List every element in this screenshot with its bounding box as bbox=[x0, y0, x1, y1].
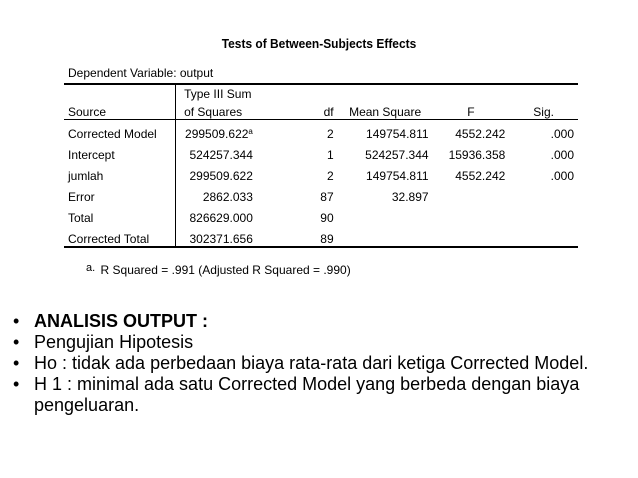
row-ms: 149754.811 bbox=[366, 169, 429, 183]
header-f: F bbox=[433, 101, 510, 120]
row-f: 15936.358 bbox=[448, 148, 506, 162]
header-source-blank bbox=[64, 84, 176, 101]
bullet-marker: • bbox=[13, 353, 20, 373]
header-df-blank bbox=[259, 84, 338, 101]
row-ss: 299509.622 bbox=[189, 169, 253, 183]
row-df: 90 bbox=[320, 211, 334, 225]
bullet-item bbox=[12, 353, 612, 374]
row-ms bbox=[338, 225, 433, 247]
row-sig bbox=[509, 204, 578, 225]
row-ss: 302371.656 bbox=[189, 232, 253, 246]
bullet-text: Ho : tidak ada perbedaan biaya rata-rata dari ketiga Corrected Model. bbox=[34, 353, 589, 373]
row-ss: 2862.033 bbox=[202, 190, 253, 204]
row-source: Corrected Model bbox=[64, 120, 176, 142]
header-ms: Mean Square bbox=[338, 101, 433, 120]
header-ms-blank bbox=[338, 84, 433, 101]
bullet-text: ANALISIS OUTPUT : bbox=[34, 311, 208, 331]
table-header-row-2 bbox=[64, 101, 578, 120]
bullet-list bbox=[12, 311, 612, 416]
bullet-text: Pengujian Hipotesis bbox=[34, 332, 194, 352]
row-ss: 524257.344 bbox=[189, 148, 253, 162]
row-df: 2 bbox=[326, 169, 334, 183]
table-row bbox=[64, 162, 578, 183]
table-row bbox=[64, 204, 578, 225]
row-sig: .000 bbox=[550, 127, 574, 141]
table-row bbox=[64, 120, 578, 142]
bullet-item bbox=[12, 311, 612, 332]
header-f-blank bbox=[433, 84, 510, 101]
bullet-marker: • bbox=[13, 374, 20, 394]
row-sig: .000 bbox=[550, 148, 574, 162]
row-ms: 32.897 bbox=[391, 190, 429, 204]
row-sig bbox=[509, 225, 578, 247]
row-ms bbox=[338, 204, 433, 225]
row-source: Error bbox=[64, 183, 176, 204]
row-f bbox=[433, 204, 510, 225]
bullet-item bbox=[12, 374, 612, 416]
row-sig bbox=[509, 183, 578, 204]
table-row bbox=[64, 183, 578, 204]
row-source: jumlah bbox=[64, 162, 176, 183]
row-source: Corrected Total bbox=[64, 225, 176, 247]
row-ss: 826629.000 bbox=[189, 211, 253, 225]
header-ss-line1: Type III Sum bbox=[184, 87, 252, 101]
footnote-mark: a bbox=[248, 127, 253, 136]
footnote-label: a. bbox=[86, 262, 96, 274]
row-source: Total bbox=[64, 204, 176, 225]
header-df: df bbox=[259, 101, 338, 120]
bullet-marker: • bbox=[13, 311, 20, 331]
header-source: Source bbox=[64, 101, 176, 120]
bullet-text: H 1 : minimal ada satu Corrected Model yang berbeda dengan biaya pengeluaran. bbox=[34, 374, 580, 415]
row-source: Intercept bbox=[64, 141, 176, 162]
row-df: 1 bbox=[326, 148, 334, 162]
table-row bbox=[64, 141, 578, 162]
footnote-text: R Squared = .991 (Adjusted R Squared = .990) bbox=[100, 263, 351, 277]
row-f bbox=[433, 183, 510, 204]
anova-table bbox=[64, 83, 578, 248]
row-f: 4552.242 bbox=[455, 169, 506, 183]
row-ms: 149754.811 bbox=[366, 127, 429, 141]
dependent-variable-label: Dependent Variable: output bbox=[68, 66, 214, 80]
header-ss-line2: of Squares bbox=[176, 101, 259, 120]
table-footnote bbox=[86, 262, 351, 277]
row-f: 4552.242 bbox=[455, 127, 506, 141]
header-sig: Sig. bbox=[509, 101, 578, 120]
bullet-marker: • bbox=[13, 332, 20, 352]
row-df: 87 bbox=[320, 190, 334, 204]
row-sig: .000 bbox=[550, 169, 574, 183]
bullet-item bbox=[12, 332, 612, 353]
row-ms: 524257.344 bbox=[365, 148, 429, 162]
header-sig-blank bbox=[509, 84, 578, 101]
table-row bbox=[64, 225, 578, 247]
row-df: 2 bbox=[326, 127, 334, 141]
row-df: 89 bbox=[320, 232, 334, 246]
row-ss: 299509.622$^a$ bbox=[185, 127, 253, 141]
table-title: Tests of Between-Subjects Effects bbox=[221, 36, 417, 51]
row-f bbox=[433, 225, 510, 247]
table-header-row-1 bbox=[64, 84, 578, 101]
